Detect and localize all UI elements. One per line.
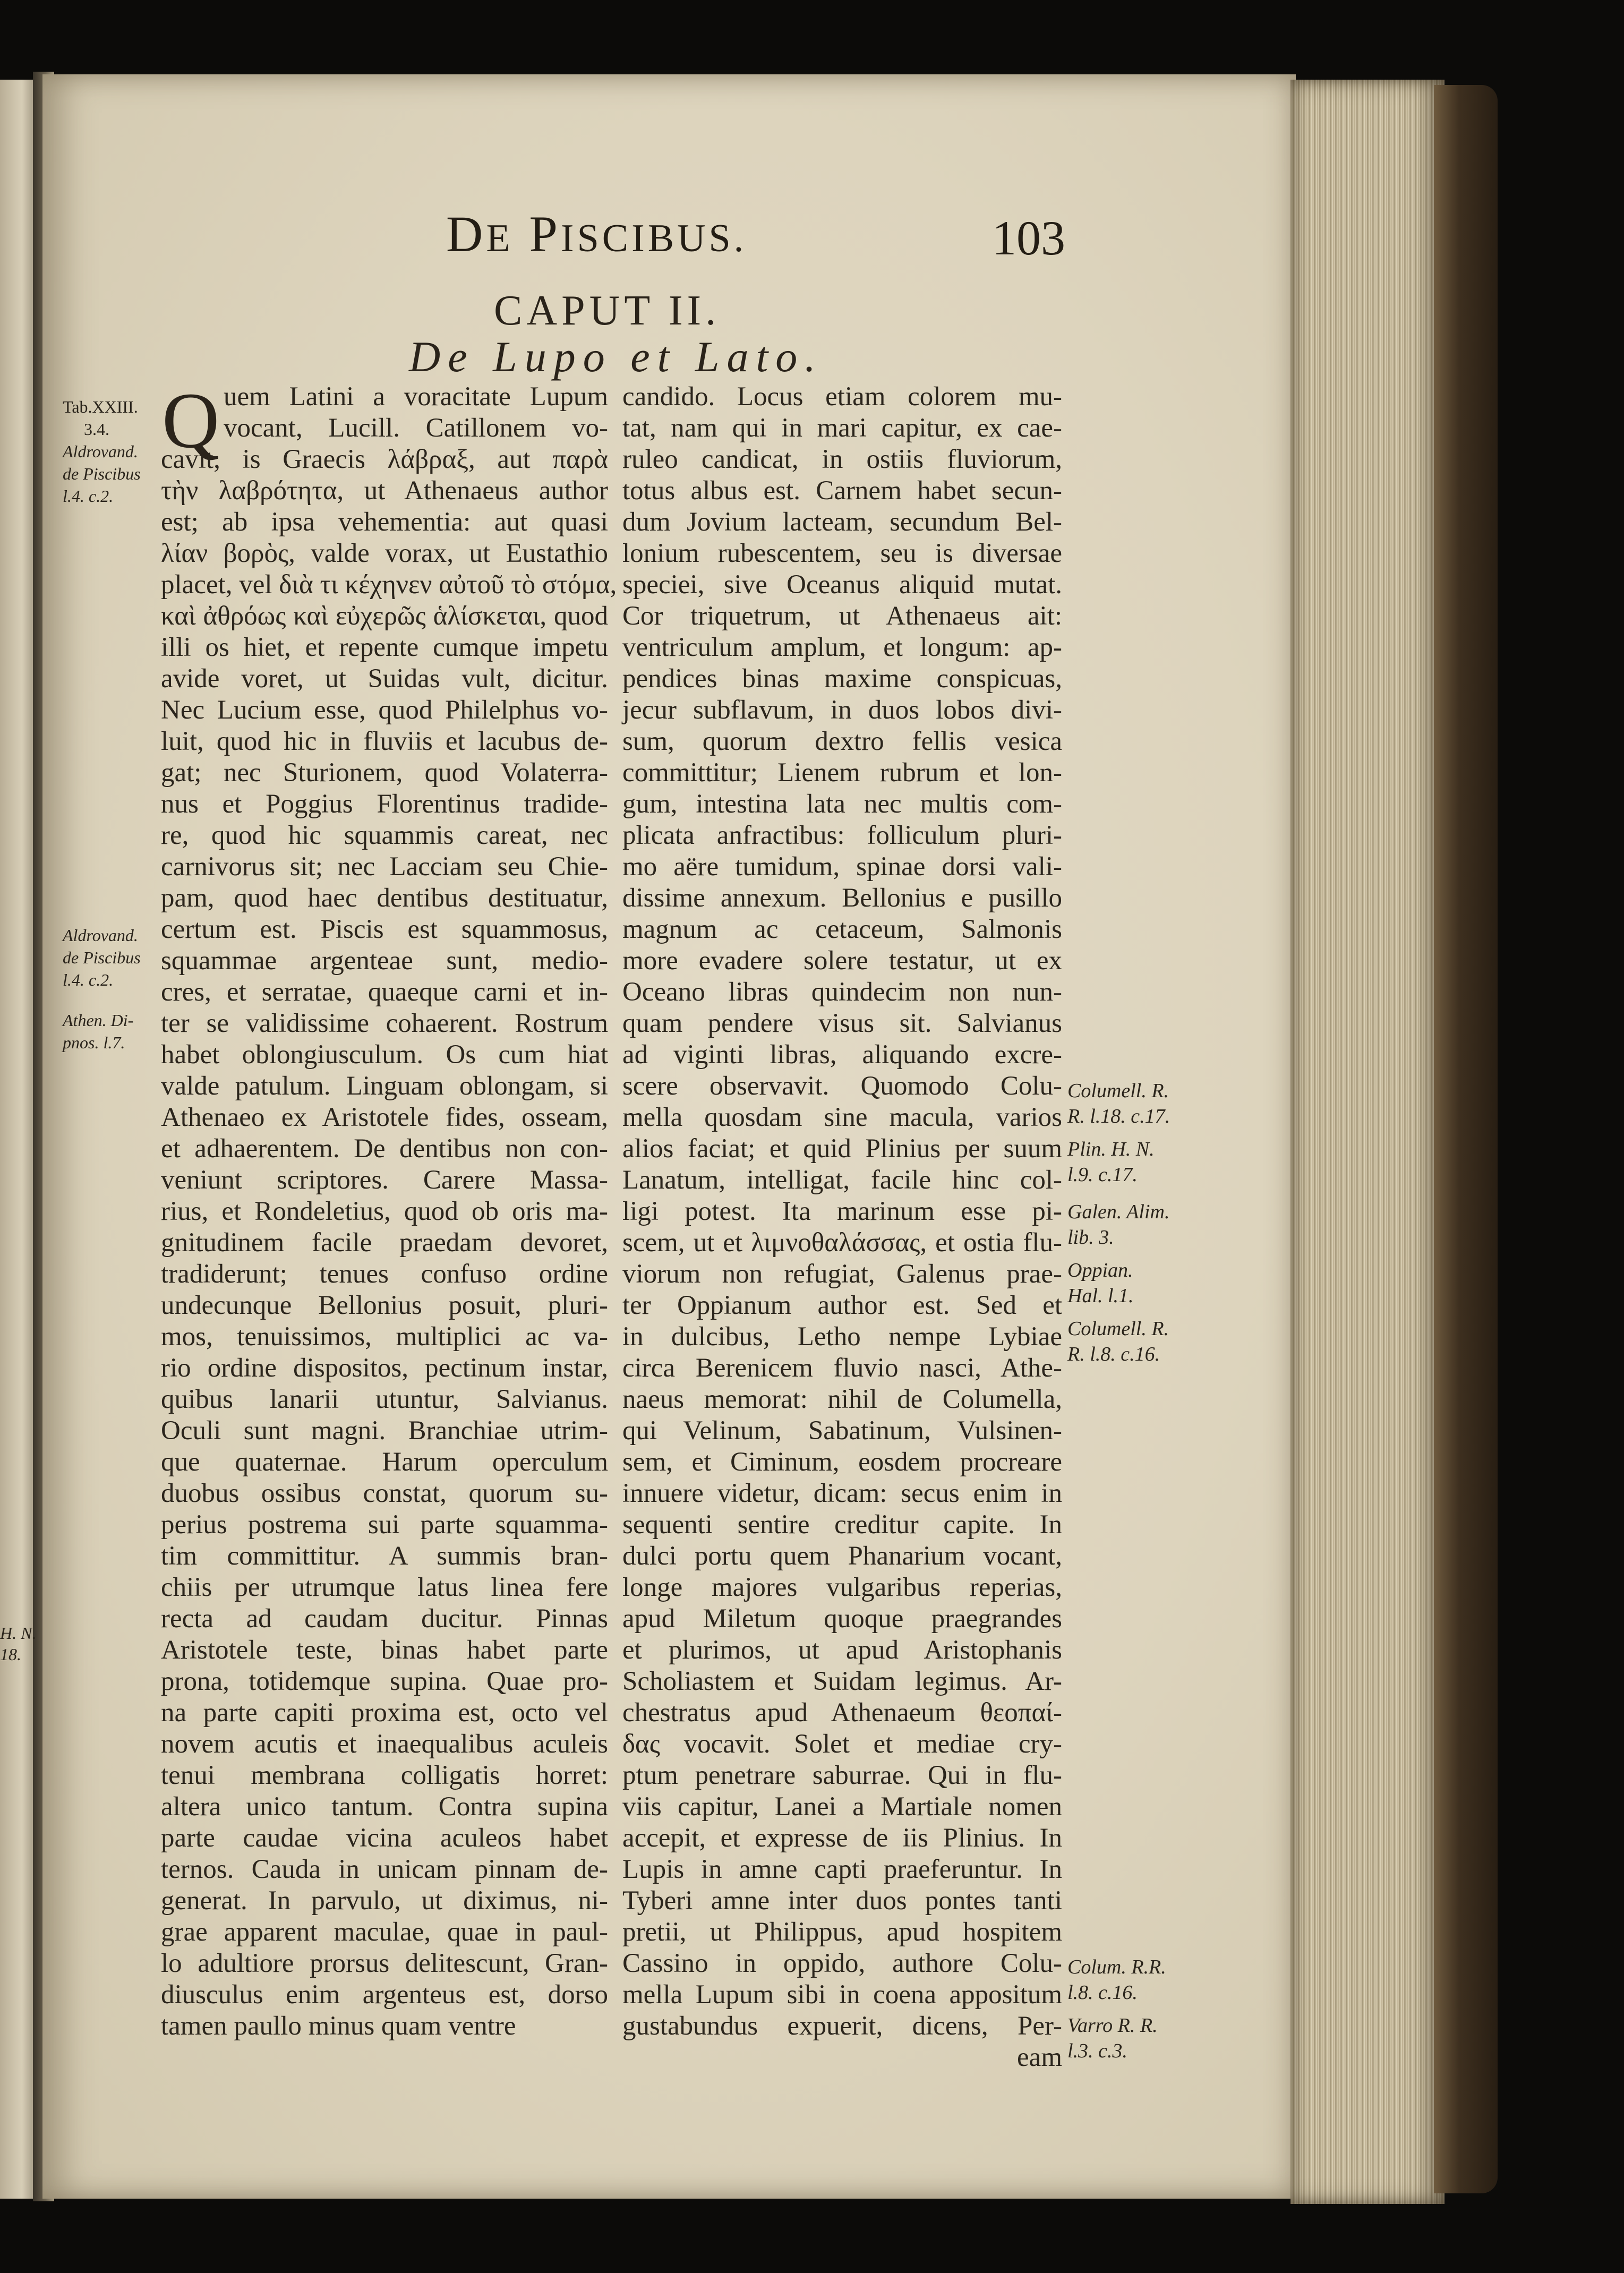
chapter-title: De Lupo et Lato. — [409, 332, 823, 381]
note-line: de Piscibus — [63, 948, 141, 967]
text-line: quibus lanarii utuntur, Salvianus. — [161, 1385, 608, 1414]
text-line: certum est. Piscis est squammosus, — [161, 915, 608, 944]
note-line: Oppian. — [1067, 1259, 1133, 1281]
margin-note-oppianus — [1067, 1258, 1134, 1309]
note-line: Aldrovand. — [63, 926, 138, 945]
text-line: sem, et Ciminum, eosdem procreare — [622, 1447, 1062, 1477]
text-line: innuere videtur, dicam: secus enim in — [622, 1479, 1062, 1508]
text-line: jecur subflavum, in duos lobos divi- — [622, 695, 1062, 725]
running-head-initial: D — [446, 206, 486, 262]
text-line: more evadere solere testatur, ut ex — [622, 946, 1062, 976]
text-line: Oceano libras quindecim non nun- — [622, 977, 1062, 1007]
text-line: eam — [1017, 2043, 1062, 2072]
note-line: l.9. c.17. — [1067, 1164, 1138, 1186]
text-line: parte caudae vicina aculeos habet — [161, 1823, 608, 1853]
text-line: gum, intestina lata nec multis com- — [622, 789, 1062, 819]
page-number: 103 — [992, 211, 1065, 265]
margin-note-plinius — [1067, 1136, 1155, 1187]
text-line: Aristotele teste, binas habet parte — [161, 1635, 608, 1665]
text-line: Tyberi amne inter duos pontes tanti — [622, 1886, 1062, 1916]
drop-cap: Q — [162, 377, 220, 465]
note-line: pnos. l.7. — [63, 1033, 125, 1052]
note-line: l.4. c.2. — [63, 970, 114, 989]
text-line: na parte capiti proxima est, octo vel — [161, 1698, 608, 1728]
note-line: Plin. H. N. — [1067, 1138, 1155, 1160]
text-line: gnitudinem facile praedam devoret, — [161, 1228, 608, 1258]
margin-note-tab — [63, 396, 141, 507]
text-line: undecunque Bellonius posuit, pluri- — [161, 1291, 608, 1320]
text-line: mella Lupum sibi in coena appositum — [622, 1980, 1062, 2010]
text-line: mo aëre tumidum, spinae dorsi vali- — [622, 852, 1062, 882]
note-line: Varro R. R. — [1067, 2014, 1158, 2037]
margin-note-aldrovand — [63, 924, 141, 991]
facing-page-note-line: H. N. — [0, 1623, 37, 1643]
text-line: totus albus est. Carnem habet secun- — [622, 476, 1062, 506]
book-cover — [1434, 85, 1498, 2193]
text-line: τὴν λαβρότητα, ut Athenaeus author — [161, 476, 608, 506]
text-line: ter Oppianum author est. Sed et — [622, 1291, 1062, 1320]
text-line: sum, quorum dextro fellis vesica — [622, 727, 1062, 756]
text-line: Scholiastem et Suidam legimus. Ar- — [622, 1667, 1062, 1696]
text-line: dissime annexum. Bellonius e pusillo — [622, 883, 1062, 913]
margin-note-athenaeus — [63, 1009, 133, 1054]
text-line: et adhaerentem. De dentibus non con- — [161, 1134, 608, 1164]
text-line: placet, vel διὰ τι κέχηνεν αὐτοῦ τὸ στόμα, — [161, 570, 617, 600]
text-line: candido. Locus etiam colorem mu- — [622, 382, 1062, 412]
text-line: luit, quod hic in fluviis et lacubus de- — [161, 727, 608, 756]
text-line: chestratus apud Athenaeum θεοπαί- — [622, 1698, 1062, 1728]
text-line: viorum non refugiat, Galenus prae- — [622, 1259, 1062, 1289]
text-line: scere observavit. Quomodo Colu- — [622, 1071, 1062, 1101]
margin-note-columella-3 — [1067, 1954, 1166, 2005]
note-line: Columell. R. — [1067, 1318, 1169, 1340]
text-line: carnivorus sit; nec Lacciam seu Chie- — [161, 852, 608, 882]
text-line: nus et Poggius Florentinus tradide- — [161, 789, 608, 819]
margin-note-varro — [1067, 2013, 1158, 2064]
text-line: rio ordine dispositos, pectinum instar, — [161, 1353, 608, 1383]
text-line: alios faciat; et quid Plinius per suum — [622, 1134, 1062, 1164]
text-line: Cor triquetrum, ut Athenaeus ait: — [622, 601, 1062, 631]
text-line: Lupis in amne capti praeferuntur. In — [622, 1855, 1062, 1884]
text-line: lonium rubescentem, seu is diversae — [622, 539, 1062, 568]
text-line: et plurimos, ut apud Aristophanis — [622, 1635, 1062, 1665]
text-line: perius postrema sui parte squamma- — [161, 1510, 608, 1540]
text-line: scem, ut et λιμνοθαλάσσας, et ostia flu- — [622, 1228, 1062, 1258]
text-line: tradiderunt; tenues confuso ordine — [161, 1259, 608, 1289]
text-column-left — [161, 377, 617, 2042]
text-line: speciei, sive Oceanus aliquid mutat. — [622, 570, 1062, 600]
text-line: dum Jovium lacteam, secundum Bel- — [622, 507, 1062, 537]
text-line: in dulcibus, Letho nempe Lybiae — [622, 1322, 1062, 1352]
text-line: καὶ ἀθρόως καὶ εὐχερῶς ἁλίσκεται, quod — [161, 601, 608, 631]
text-line: generat. In parvulo, ut diximus, ni- — [161, 1886, 608, 1916]
text-line: prona, totidemque supina. Quae pro- — [161, 1667, 608, 1696]
note-line: R. l.8. c.16. — [1067, 1343, 1160, 1365]
text-line: dulci portu quem Phanarium vocant, — [622, 1541, 1062, 1571]
facing-page-margin-note — [0, 1622, 36, 1665]
note-line: Hal. l.1. — [1067, 1285, 1134, 1307]
text-line: accepit, et expresse de iis Plinius. In — [622, 1823, 1062, 1853]
text-line: qui Velinum, Sabatinum, Vulsinen- — [622, 1416, 1062, 1446]
text-line: sequenti sentire creditur capite. In — [622, 1510, 1062, 1540]
text-line: ventriculum amplum, et longum: ap- — [622, 633, 1062, 662]
text-line: Oculi sunt magni. Branchiae utrim- — [161, 1416, 608, 1446]
text-line: pretii, ut Philippus, apud hospitem — [622, 1917, 1062, 1947]
note-line: Aldrovand. — [63, 442, 138, 461]
note-line: Tab.XXIII. — [63, 397, 138, 416]
text-line: plicata anfractibus: folliculum pluri- — [622, 821, 1062, 850]
text-line: ruleo candicat, in ostiis fluviorum, — [622, 445, 1062, 474]
text-line: pam, quod haec dentibus destituatur, — [161, 883, 608, 913]
running-head-smallcaps: ISCIBUS. — [560, 217, 747, 260]
text-line: ptum penetrare saburrae. Qui in flu- — [622, 1761, 1062, 1790]
note-line: Colum. R.R. — [1067, 1956, 1166, 1978]
text-line: apud Miletum quoque praegrandes — [622, 1604, 1062, 1634]
text-line: chiis per utrumque latus linea fere — [161, 1573, 608, 1602]
margin-note-columella — [1067, 1078, 1170, 1129]
text-line: tim committitur. A summis bran- — [161, 1541, 608, 1571]
note-line: de Piscibus — [63, 464, 141, 483]
text-line: novem acutis et inaequalibus aculeis — [161, 1729, 608, 1759]
text-line: Athenaeo ex Aristotele fides, osseam, — [161, 1103, 608, 1132]
text-line: uem Latini a voracitate Lupum — [224, 382, 608, 412]
text-line: avide voret, ut Suidas vult, dicitur. — [161, 664, 608, 694]
text-line: Nec Lucium esse, quod Philelphus vo- — [161, 695, 608, 725]
text-line: cres, et serratae, quaeque carni et in- — [161, 977, 608, 1007]
note-line: lib. 3. — [1067, 1226, 1114, 1249]
text-line: tat, nam qui in mari capitur, ex cae- — [622, 413, 1062, 443]
page-edges — [1290, 80, 1444, 2204]
text-line: lo adultiore prorsus delitescunt, Gran- — [161, 1949, 608, 1978]
text-line: tamen paullo minus quam ventre — [161, 2011, 516, 2041]
text-column-right — [622, 381, 1062, 2073]
text-line: veniunt scriptores. Carere Massa- — [161, 1165, 608, 1195]
note-line: l.4. c.2. — [63, 486, 114, 506]
text-line: committitur; Lienem rubrum et lon- — [622, 758, 1062, 788]
text-line: gustabundus expuerit, dicens, Per- — [622, 2011, 1062, 2041]
text-line: rius, et Rondeletius, quod ob oris ma- — [161, 1197, 608, 1226]
text-line: tenui membrana colligatis horret: — [161, 1761, 608, 1790]
note-line: 3.4. — [84, 420, 109, 439]
text-line: recta ad caudam ducitur. Pinnas — [161, 1604, 608, 1634]
text-line: ligi potest. Ita marinum esse pi- — [622, 1197, 1062, 1226]
text-line: Cassino in oppido, authore Colu- — [622, 1949, 1062, 1978]
text-line: habet oblongiusculum. Os cum hiat — [161, 1040, 608, 1070]
text-line: naeus memorat: nihil de Columella, — [622, 1385, 1062, 1414]
text-line: δας vocavit. Solet et mediae cry- — [622, 1729, 1062, 1759]
text-line: mella quosdam sine macula, varios — [622, 1103, 1062, 1132]
text-line: Lanatum, intelligat, facile hinc col- — [622, 1165, 1062, 1195]
text-line: quam pendere visus sit. Salvianus — [622, 1009, 1062, 1038]
text-line: valde patulum. Linguam oblongam, si — [161, 1071, 608, 1101]
running-head-smallcaps: E — [486, 217, 514, 260]
text-line: altera unico tantum. Contra supina — [161, 1792, 608, 1822]
text-line: re, quod hic squammis careat, nec — [161, 821, 608, 850]
text-line: gat; nec Sturionem, quod Volaterra- — [161, 758, 608, 788]
text-line: illi os hiet, et repente cumque impetu — [161, 633, 608, 662]
text-line: que quaternae. Harum operculum — [161, 1447, 608, 1477]
margin-note-galenus — [1067, 1199, 1169, 1250]
note-line: l.8. c.16. — [1067, 1981, 1138, 2004]
text-line: squammae argenteae sunt, medio- — [161, 946, 608, 976]
text-line: magnum ac cetaceum, Salmonis — [622, 915, 1062, 944]
note-line: R. l.18. c.17. — [1067, 1105, 1170, 1127]
text-line: cavit, is Graecis λάβραξ, aut παρὰ — [161, 445, 608, 474]
text-line: circa Berenicem fluvio nasci, Athe- — [622, 1353, 1062, 1383]
facing-page-note-line: 18. — [0, 1645, 21, 1664]
text-line: vocant, Lucill. Catillonem vo- — [224, 413, 608, 443]
text-line: est; ab ipsa vehementia: aut quasi — [161, 507, 608, 537]
text-line: longe majores vulgaribus reperias, — [622, 1573, 1062, 1602]
text-line: viis capitur, Lanei a Martiale nomen — [622, 1792, 1062, 1822]
text-line: ad viginti libras, aliquando excre- — [622, 1040, 1062, 1070]
text-line: ternos. Cauda in unicam pinnam de- — [161, 1855, 608, 1884]
running-head-initial: P — [529, 206, 561, 262]
text-line: pendices binas maxime conspicuas, — [622, 664, 1062, 694]
text-line: diusculus enim argenteus est, dorso — [161, 1980, 608, 2010]
note-line: Columell. R. — [1067, 1080, 1169, 1102]
note-line: Athen. Di- — [63, 1011, 134, 1030]
text-line: λίαν βορὸς, valde vorax, ut Eustathio — [161, 539, 608, 568]
margin-note-columella-2 — [1067, 1316, 1169, 1367]
note-line: Galen. Alim. — [1067, 1201, 1170, 1223]
text-line: grae apparent maculae, quae in paul- — [161, 1917, 608, 1947]
running-head — [446, 204, 747, 263]
text-line: mos, tenuissimos, multiplici ac va- — [161, 1322, 608, 1352]
note-line: l.3. c.3. — [1067, 2040, 1127, 2062]
text-line: ter se validissime cohaerent. Rostrum — [161, 1009, 608, 1038]
chapter-number: CAPUT II. — [494, 287, 721, 334]
text-line: duobus ossibus constat, quorum su- — [161, 1479, 608, 1508]
